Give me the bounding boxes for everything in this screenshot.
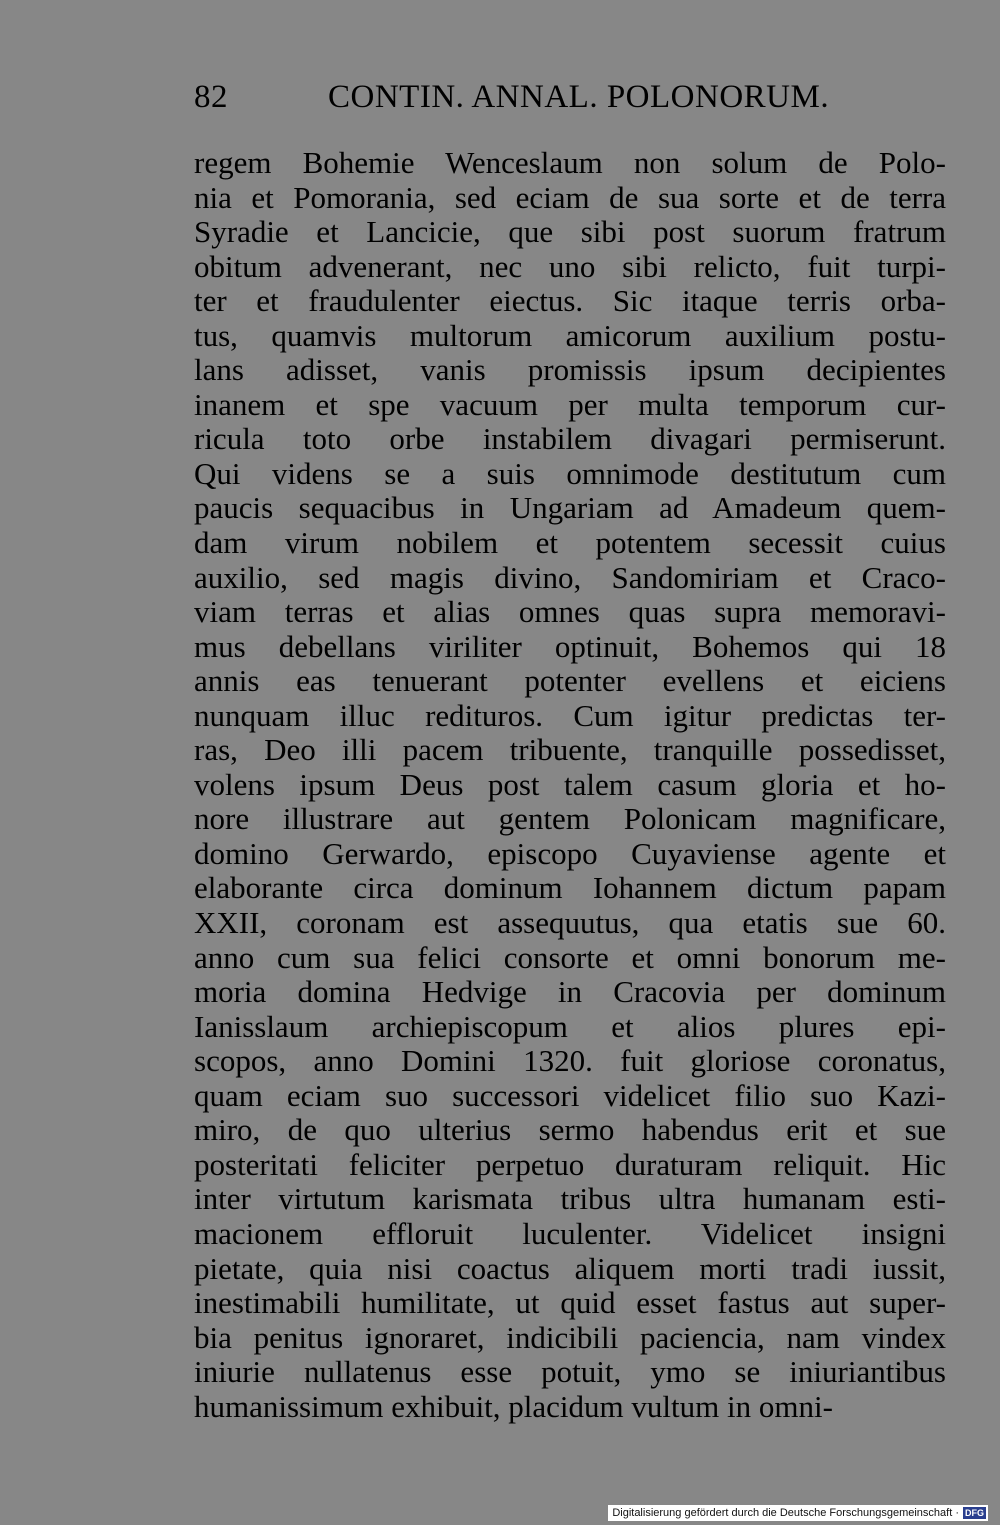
text-line: pietate, quia nisi coactus aliquem morti tradi iussit,: [194, 1250, 946, 1286]
text-line: scopos, anno Domini 1320. fuit gloriose coronatus,: [194, 1043, 946, 1079]
text-line: paucis sequacibus in Ungariam ad Amadeum quem-: [194, 490, 946, 526]
text-line: inestimabili humilitate, ut quid esset fastus aut super-: [194, 1285, 946, 1321]
body-text: [194, 146, 954, 1424]
text-line: humanissimum exhibuit, placidum vultum in omni-: [194, 1388, 833, 1424]
text-line: dam virum nobilem et potentem secessit cuius: [194, 525, 946, 561]
text-line: volens ipsum Deus post talem casum gloria et ho-: [194, 766, 946, 802]
text-line: tus, quamvis multorum amicorum auxilium postu-: [194, 317, 946, 353]
text-line: ras, Deo illi pacem tribuente, tranquille possedisset,: [194, 732, 946, 768]
text-line: inanem et spe vacuum per multa temporum cur-: [194, 386, 946, 422]
text-line: annis eas tenuerant potenter evellens et eiciens: [194, 663, 946, 699]
running-title: CONTIN. ANNAL. POLONORUM.: [328, 79, 830, 115]
text-line: nunquam illuc redituros. Cum igitur predictas ter-: [194, 697, 946, 733]
digitization-credit: [608, 1505, 988, 1521]
credit-text: Digitalisierung gefördert durch die Deutsche Forschungsgemeinschaft ·: [612, 1507, 959, 1519]
text-line: auxilio, sed magis divino, Sandomiriam et Craco-: [194, 559, 946, 595]
text-line: nore illustrare aut gentem Polonicam magnificare,: [194, 801, 946, 837]
text-line: lans adisset, vanis promissis ipsum decipientes: [194, 352, 946, 388]
text-line: moria domina Hedvige in Cracovia per dominum: [194, 974, 946, 1010]
text-line: miro, de quo ulterius sermo habendus erit et sue: [194, 1112, 946, 1148]
text-line: inter virtutum karismata tribus ultra humanam esti-: [194, 1181, 946, 1217]
text-line: Qui videns se a suis omnimode destitutum cum: [194, 455, 946, 491]
text-line: quam eciam suo successori videlicet filio suo Kazi-: [194, 1077, 946, 1113]
text-line: regem Bohemie Wenceslaum non solum de Polo-: [194, 145, 946, 180]
text-line: iniurie nullatenus esse potuit, ymo se iniuriantibus: [194, 1354, 946, 1390]
text-line: XXII, coronam est assequutus, qua etatis sue 60.: [194, 905, 946, 941]
text-line: viam terras et alias omnes quas supra memoravi-: [194, 594, 946, 630]
text-line: Syradie et Lancicie, que sibi post suorum fratrum: [194, 214, 946, 250]
text-line: ricula toto orbe instabilem divagari permiserunt.: [194, 421, 946, 457]
text-line: posteritati feliciter perpetuo duraturam reliquit. Hic: [194, 1146, 946, 1182]
text-line: macionem effloruit luculenter. Videlicet insigni: [194, 1215, 946, 1251]
text-line: ter et fraudulenter eiectus. Sic itaque terris orba-: [194, 283, 946, 319]
text-line: Ianisslaum archiepiscopum et alios plures epi-: [194, 1008, 946, 1044]
dfg-logo: DFG: [965, 1508, 984, 1518]
page-number: 82: [194, 79, 228, 115]
text-line: mus debellans viriliter optinuit, Bohemos qui 18: [194, 628, 946, 664]
text-line: elaborante circa dominum Iohannem dictum papam: [194, 870, 946, 906]
text-line: nia et Pomorania, sed eciam de sua sorte et de terra: [194, 179, 946, 215]
text-line: bia penitus ignoraret, indicibili paciencia, nam vindex: [194, 1319, 946, 1355]
text-line: obitum advenerant, nec uno sibi relicto, fuit turpi-: [194, 248, 946, 284]
text-line: anno cum sua felici consorte et omni bonorum me-: [194, 939, 946, 975]
text-line: domino Gerwardo, episcopo Cuyaviense agente et: [194, 835, 946, 871]
page-header: [194, 72, 834, 122]
